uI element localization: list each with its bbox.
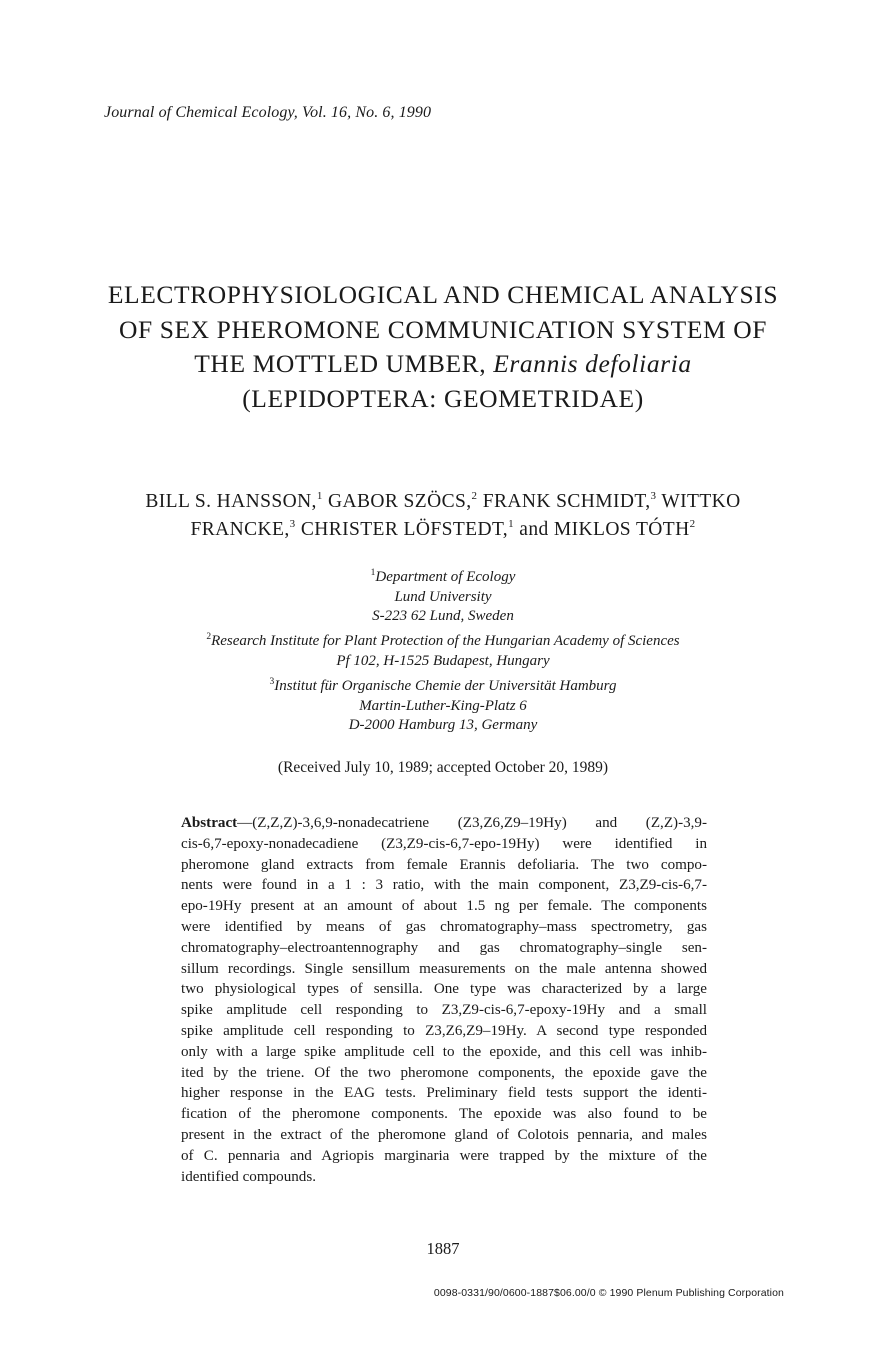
abstract-line: spike amplitude cell responding to Z3,Z9-cis-6,7-epoxy-19Hy and a small [181, 1002, 707, 1019]
affiliation-2 [60, 632, 826, 671]
affiliation-line: Pf 102, H-1525 Budapest, Hungary [336, 652, 550, 669]
abstract-line-text: —(Z,Z,Z)-3,6,9-nonadecatriene (Z3,Z6,Z9–19Hy) and (Z,Z)-3,9- [237, 815, 707, 831]
received-dates: (Received July 10, 1989; accepted October 20, 1989) [277, 759, 609, 776]
author-name: GABOR SZÖCS, [328, 491, 472, 512]
author-affiliation-mark: 1 [316, 490, 323, 502]
affiliation-number: 1 [370, 568, 376, 578]
author-line [60, 516, 826, 544]
affiliation-number: 3 [269, 677, 275, 687]
abstract-line: higher response in the EAG tests. Preliminary field tests support the identi- [181, 1085, 707, 1102]
author-name: FRANK SCHMIDT, [482, 491, 651, 512]
abstract-heading: Abstract [181, 815, 238, 831]
affiliation-line: Martin-Luther-King-Platz 6 [359, 697, 527, 714]
author-line [60, 488, 826, 516]
abstract-line: spike amplitude cell responding to Z3,Z6,Z9–19Hy. A second type responded [181, 1022, 707, 1039]
abstract-line: ited by the triene. Of the two pheromone components, the epoxide gave the [181, 1064, 707, 1081]
abstract [181, 813, 707, 1187]
page-number: 1887 [426, 1239, 460, 1258]
abstract-line: only with a large spike amplitude cell to the epoxide, and this cell was inhib- [181, 1043, 707, 1060]
abstract-line: nents were found in a 1 : 3 ratio, with the main component, Z3,Z9-cis-6,7- [181, 877, 707, 894]
affiliation-line [60, 632, 826, 652]
affiliation-3 [60, 677, 826, 736]
affiliation-number: 2 [206, 632, 212, 642]
abstract-line: pheromone gland extracts from female Erannis defoliaria. The two compo- [181, 856, 707, 873]
title-line [60, 347, 826, 382]
affiliation-text: Institut für Organische Chemie der Universität Hamburg [274, 678, 617, 694]
article-title [60, 278, 826, 416]
affiliation-1 [60, 568, 826, 627]
affiliation-line [60, 568, 826, 588]
affiliation-line: S-223 62 Lund, Sweden [372, 608, 514, 624]
author-name: FRANCKE, [190, 519, 290, 540]
abstract-line: sillum recordings. Single sensillum measurements on the male antenna showed [181, 960, 707, 977]
abstract-line: two physiological types of sensilla. One type was characterized by a large [181, 981, 707, 998]
affiliation-text: Department of Ecology [375, 569, 516, 585]
affiliation-line: Lund University [394, 588, 492, 605]
author-affiliation-mark: 3 [289, 518, 296, 530]
author-affiliation-mark: 2 [471, 490, 478, 502]
abstract-line: of C. pennaria and Agriopis marginaria were trapped by the mixture of the [181, 1147, 707, 1164]
author-affiliation-mark: 1 [508, 518, 514, 530]
copyright-line: 0098-0331/90/0600-1887$06.00/0 © 1990 Plenum Publishing Corporation [433, 1287, 784, 1299]
journal-citation: Journal of Chemical Ecology, Vol. 16, No. 6, 1990 [104, 104, 432, 121]
title-line: ELECTROPHYSIOLOGICAL AND CHEMICAL ANALYSIS [107, 280, 779, 309]
abstract-line: present in the extract of the pheromone gland of Colotois pennaria, and males [181, 1126, 707, 1143]
abstract-line: cis-6,7-epoxy-nonadecadiene (Z3,Z9-cis-6,7-epo-19Hy) were identified in [181, 835, 707, 852]
title-species-name: Erannis defoliaria [493, 349, 692, 378]
affiliation-line [60, 677, 826, 697]
abstract-line: chromatography–electroantennography and gas chromatography–single sen- [181, 939, 707, 956]
affiliation-text: Research Institute for Plant Protection of the Hungarian Academy of Sciences [211, 633, 680, 649]
title-line-text: THE MOTTLED UMBER, [194, 349, 494, 378]
abstract-line: epo-19Hy present at an amount of about 1.5 ng per female. The components [181, 898, 707, 915]
author-list [60, 488, 826, 544]
author-name: and MIKLOS TÓTH [519, 519, 690, 540]
abstract-line: fication of the pheromone components. The epoxide was also found to be [181, 1106, 707, 1123]
author-affiliation-mark: 2 [689, 518, 696, 530]
author-name: CHRISTER LÖFSTEDT, [300, 519, 509, 540]
abstract-line [181, 813, 707, 834]
title-line: (LEPIDOPTERA: GEOMETRIDAE) [242, 383, 644, 413]
author-name: WITTKO [661, 491, 741, 512]
author-name: BILL S. HANSSON, [145, 491, 317, 512]
title-line: OF SEX PHEROMONE COMMUNICATION SYSTEM OF [118, 314, 768, 344]
author-affiliation-mark: 3 [650, 490, 657, 502]
abstract-line: identified compounds. [181, 1168, 316, 1185]
abstract-line: were identified by means of gas chromatography–mass spectrometry, gas [181, 918, 707, 935]
affiliation-line: D-2000 Hamburg 13, Germany [348, 717, 538, 733]
